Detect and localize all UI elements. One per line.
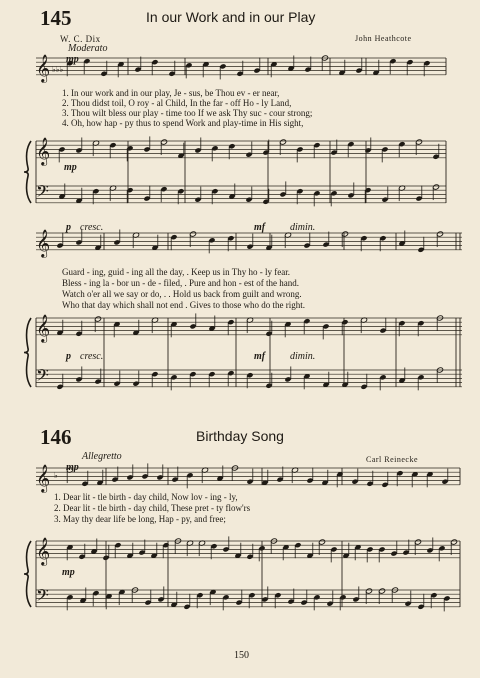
dynamic-mp-146-lower: mp [62, 567, 75, 578]
svg-text:♭♭♭: ♭♭♭ [52, 65, 64, 74]
hymn-title-146: Birthday Song [196, 428, 284, 444]
hymn146-verse-3: 3. May thy dear life be long, Hap - py, and free; [54, 514, 226, 524]
svg-text:𝄢: 𝄢 [36, 587, 49, 609]
verse-4-line-1: 4. Oh, how hap - py thus to spend Work and play-time in His sight, [62, 118, 304, 128]
svg-text:𝄞: 𝄞 [36, 56, 51, 82]
dynamic-mp-1-lower: mp [64, 162, 77, 173]
composer-credit-145: John Heathcote [355, 34, 412, 43]
dynamic-p-2-lower: p [66, 351, 71, 362]
hymn-number-145: 145 [40, 6, 72, 30]
svg-text:𝄞: 𝄞 [36, 466, 51, 492]
verse-3-line-1: 3. Thou wilt bless our play - time too If we ask Thy suc - cour strong; [62, 108, 313, 118]
author-credit: W. C. Dix [60, 34, 101, 44]
tempo-marking-145: Moderato [68, 43, 108, 54]
hymn-title-145: In our Work and in our Play [146, 9, 316, 25]
svg-text:𝄢: 𝄢 [36, 367, 49, 389]
hymn146-verse-1: 1. Dear lit - tle birth - day child, Now lov - ing - ly, [54, 492, 238, 502]
svg-text:𝄞: 𝄞 [36, 231, 51, 257]
cresc-2: cresc. [80, 222, 104, 233]
svg-text:♭: ♭ [54, 471, 58, 480]
dimin-2: dimin. [290, 222, 316, 233]
dynamic-mf-2-lower: mf [254, 351, 266, 362]
verse-2-line-2: Bless - ing la - bor un - de - filed, . Pure and hon - est of the hand. [62, 278, 299, 288]
verse-3-line-2: Watch o'er all we say or do, . . Hold us back from guilt and wrong. [62, 289, 302, 299]
svg-text:𝄞: 𝄞 [36, 139, 51, 165]
verse-4-line-2: Who that day which shall not end . Gives to those who do the right. [62, 300, 305, 310]
composer-credit-146: Carl Reinecke [366, 455, 419, 464]
verse-1-line-1: 1. In our work and in our play, Je - sus, be Thou ev - er near, [62, 88, 280, 98]
svg-text:𝄢: 𝄢 [36, 183, 49, 205]
svg-text:𝄞: 𝄞 [36, 539, 51, 565]
verse-1-line-2: Guard - ing, guid - ing all the day, . Keep us in Thy ho - ly fear. [62, 267, 290, 277]
cresc-2-lower: cresc. [80, 351, 104, 362]
svg-text:𝄞: 𝄞 [36, 316, 51, 342]
dynamic-p-2: p [66, 222, 71, 233]
dynamic-mf-2: mf [254, 222, 266, 233]
hymn-number-146: 146 [40, 425, 72, 449]
tempo-marking-146: Allegretto [82, 451, 122, 462]
dynamic-mp-1: mp [66, 54, 79, 65]
verse-2-line-1: 2. Thou didst toil, O roy - al Child, In the far - off Ho - ly Land, [62, 98, 292, 108]
dimin-2-lower: dimin. [290, 351, 316, 362]
hymn146-verse-2: 2. Dear lit - tle birth - day child, These pret - ty flow'rs [54, 503, 251, 513]
dynamic-mp-146: mp [66, 462, 79, 473]
page-number: 150 [234, 650, 249, 661]
